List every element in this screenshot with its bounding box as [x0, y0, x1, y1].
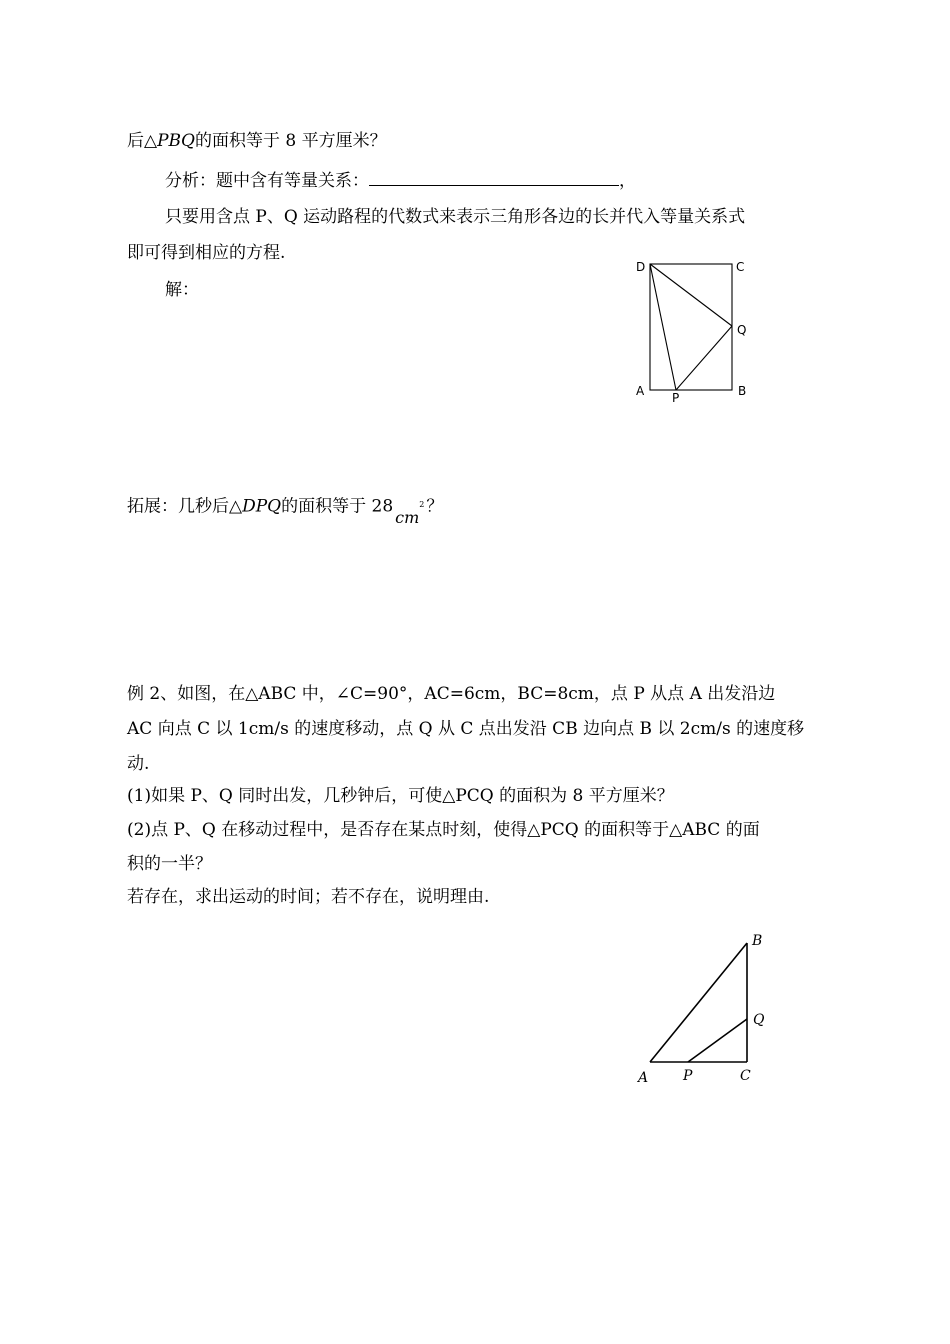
extension-pre: 拓展：几秒后△	[127, 496, 243, 517]
example2-question-1: (1)如果 P、Q 同时出发，几秒钟后，可使△PCQ 的面积为 8 平方厘米？	[127, 786, 674, 806]
analysis-line	[165, 169, 636, 192]
unit-cm: cm	[395, 508, 420, 528]
segment-dp	[650, 264, 676, 390]
segment-ab	[650, 943, 747, 1062]
segment-pq	[688, 1019, 747, 1062]
problem-line-1	[127, 130, 387, 152]
label-a: A	[636, 384, 645, 398]
label-b: B	[752, 933, 763, 949]
segment-pq	[676, 326, 732, 390]
label-a: A	[638, 1070, 649, 1086]
unit-cm2	[395, 500, 425, 528]
example2-line-1: 例 2、如图，在△ABC 中，∠C=90°，AC=6cm，BC=8cm，点 P 从点 A 出发沿边	[127, 684, 776, 704]
label-q: Q	[753, 1012, 765, 1028]
label-b: B	[738, 384, 747, 398]
analysis-end: ，	[619, 171, 636, 191]
figure-rectangle	[628, 256, 778, 406]
analysis-label: 分析：题中含有等量关系：	[165, 171, 369, 191]
label-c: C	[740, 1068, 751, 1084]
example2-line-3: 动.	[127, 754, 150, 774]
label-d: D	[636, 260, 646, 274]
extension-mid: 的面积等于 28	[281, 496, 394, 517]
problem-line-1-pre: 后△	[127, 131, 158, 151]
solve-label: 解：	[165, 280, 199, 300]
triangle-pbq: PBQ	[157, 131, 195, 151]
example2-question-2c: 若存在，求出运动的时间；若不存在，说明理由.	[127, 887, 490, 907]
label-p: P	[683, 1068, 693, 1084]
problem-line-1-post: 的面积等于 8 平方厘米？	[194, 131, 387, 151]
rectangle-abcd	[650, 264, 732, 390]
label-q: Q	[737, 323, 747, 337]
label-c: C	[736, 260, 745, 274]
triangle-dpq: DPQ	[242, 496, 282, 517]
extension-line	[127, 492, 444, 528]
example2-line-2: AC 向点 C 以 1cm/s 的速度移动，点 Q 从 C 点出发沿 CB 边向点 B 以 2cm/s 的速度移	[127, 719, 805, 739]
analysis-line-4: 即可得到相应的方程.	[127, 243, 286, 263]
figure-triangle	[630, 928, 780, 1088]
example2-question-2a: (2)点 P、Q 在移动过程中，是否存在某点时刻，使得△PCQ 的面积等于△ABC 的面	[127, 820, 760, 840]
example2-question-2b: 积的一半？	[127, 854, 212, 874]
analysis-blank[interactable]	[369, 169, 619, 186]
label-p: P	[672, 391, 680, 405]
unit-exponent: 2	[419, 500, 425, 509]
analysis-line-3: 只要用含点 P、Q 运动路程的代数式来表示三角形各边的长并代入等量关系式	[165, 207, 746, 227]
segment-dq	[650, 264, 732, 326]
extension-end: ？	[426, 496, 444, 517]
